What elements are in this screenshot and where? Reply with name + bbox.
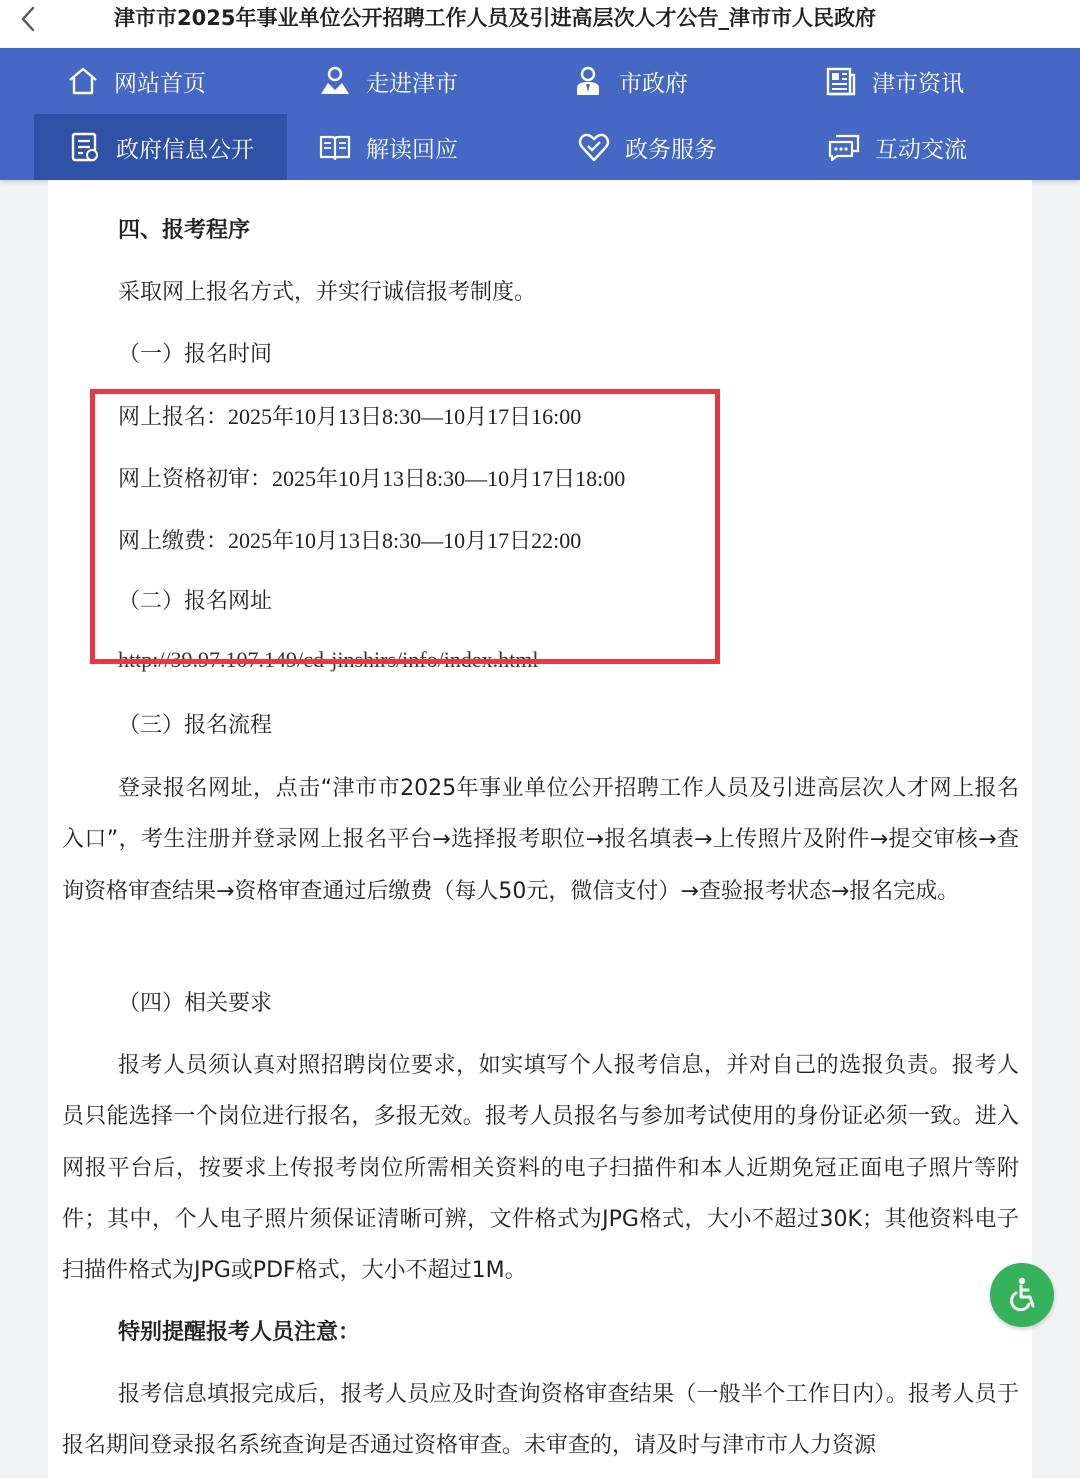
nav-item-services[interactable]	[577, 114, 830, 180]
nav-item-about[interactable]	[318, 48, 571, 114]
nav-item-interaction[interactable]	[827, 114, 1080, 180]
chat-icon	[827, 130, 861, 164]
person-icon	[571, 64, 605, 98]
subheading-registration-url: （二）报名网址	[118, 589, 273, 614]
subheading-registration-time: （一）报名时间	[118, 342, 273, 367]
nav-label: 走进津市	[366, 70, 458, 97]
book-icon	[318, 130, 352, 164]
online-payment-time: 2025年10月13日8:30—10月17日22:00	[228, 528, 582, 553]
nav-item-home[interactable]	[66, 48, 319, 114]
home-icon	[66, 64, 100, 98]
newspaper-icon	[824, 64, 858, 98]
subheading-registration-flow: （三）报名流程	[118, 713, 273, 738]
accessibility-button[interactable]	[990, 1263, 1054, 1327]
online-registration-time: 2025年10月13日8:30—10月17日16:00	[228, 404, 582, 429]
online-payment-label: 网上缴费：	[118, 529, 229, 554]
nav-label: 互动交流	[875, 136, 967, 163]
nav-label: 津市资讯	[872, 70, 964, 97]
qualification-review-label: 网上资格初审：	[118, 467, 273, 492]
intro-text: 采取网上报名方式，并实行诚信报考制度。	[118, 280, 537, 305]
heart-check-icon	[577, 130, 611, 164]
page-title: 津市市2025年事业单位公开招聘工作人员及引进高层次人才公告_津市市人民政府	[114, 6, 876, 30]
location-person-icon	[318, 64, 352, 98]
back-arrow-icon[interactable]	[14, 4, 44, 34]
document-info-icon	[68, 130, 102, 164]
online-registration-label: 网上报名：	[118, 405, 229, 430]
nav-item-gov-info[interactable]	[34, 114, 287, 180]
wheelchair-icon	[1002, 1275, 1042, 1315]
highlight-box	[90, 389, 720, 664]
section-title: 四、报考程序	[118, 218, 251, 243]
registration-url-link[interactable]: http://39.97.107.149/cd-jinshirs/info/index.html	[118, 647, 539, 672]
nav-label: 网站首页	[114, 70, 206, 97]
nav-label: 政务服务	[625, 136, 717, 163]
top-bar	[0, 0, 1080, 48]
subheading-requirements: （四）相关要求	[118, 991, 273, 1016]
nav-item-interpretation[interactable]	[318, 114, 571, 180]
nav-item-news[interactable]	[824, 48, 1077, 114]
registration-flow-paragraph: 登录报名网址，点击“津市市2025年事业单位公开招聘工作人员及引进高层次人才网上报名入口”，考生注册并登录网上报名平台→选择报考职位→报名填表→上传照片及附件→提交审核→查询资格审查结果→资格审查通过后缴费（每人50元，微信支付）→查验报考状态→报名完成。	[62, 776, 1019, 904]
nav-item-government[interactable]	[571, 48, 824, 114]
nav-label: 市政府	[619, 70, 688, 97]
main-nav	[0, 48, 1080, 180]
qualification-review-time: 2025年10月13日8:30—10月17日18:00	[272, 466, 626, 491]
notice-title: 特别提醒报考人员注意：	[118, 1320, 361, 1345]
notice-paragraph: 报考信息填报完成后，报考人员应及时查询资格审查结果（一般半个工作日内）。报考人员于报名期间登录报名系统查询是否通过资格审查。未审查的，请及时与津市市人力资源	[62, 1382, 1019, 1459]
requirements-paragraph: 报考人员须认真对照招聘岗位要求，如实填写个人报考信息，并对自己的选报负责。报考人员只能选择一个岗位进行报名，多报无效。报考人员报名与参加考试使用的身份证必须一致。进入网报平台后，按要求上传报考岗位所需相关资料的电子扫描件和本人近期免冠正面电子照片等附件；其中，个人电子照片须保证清晰可辨，文件格式为JPG格式，大小不超过30K；其他资料电子扫描件格式为JPG或PDF格式，大小不超过1M。	[62, 1053, 1019, 1284]
nav-label: 政府信息公开	[116, 136, 254, 163]
nav-label: 解读回应	[366, 136, 458, 163]
